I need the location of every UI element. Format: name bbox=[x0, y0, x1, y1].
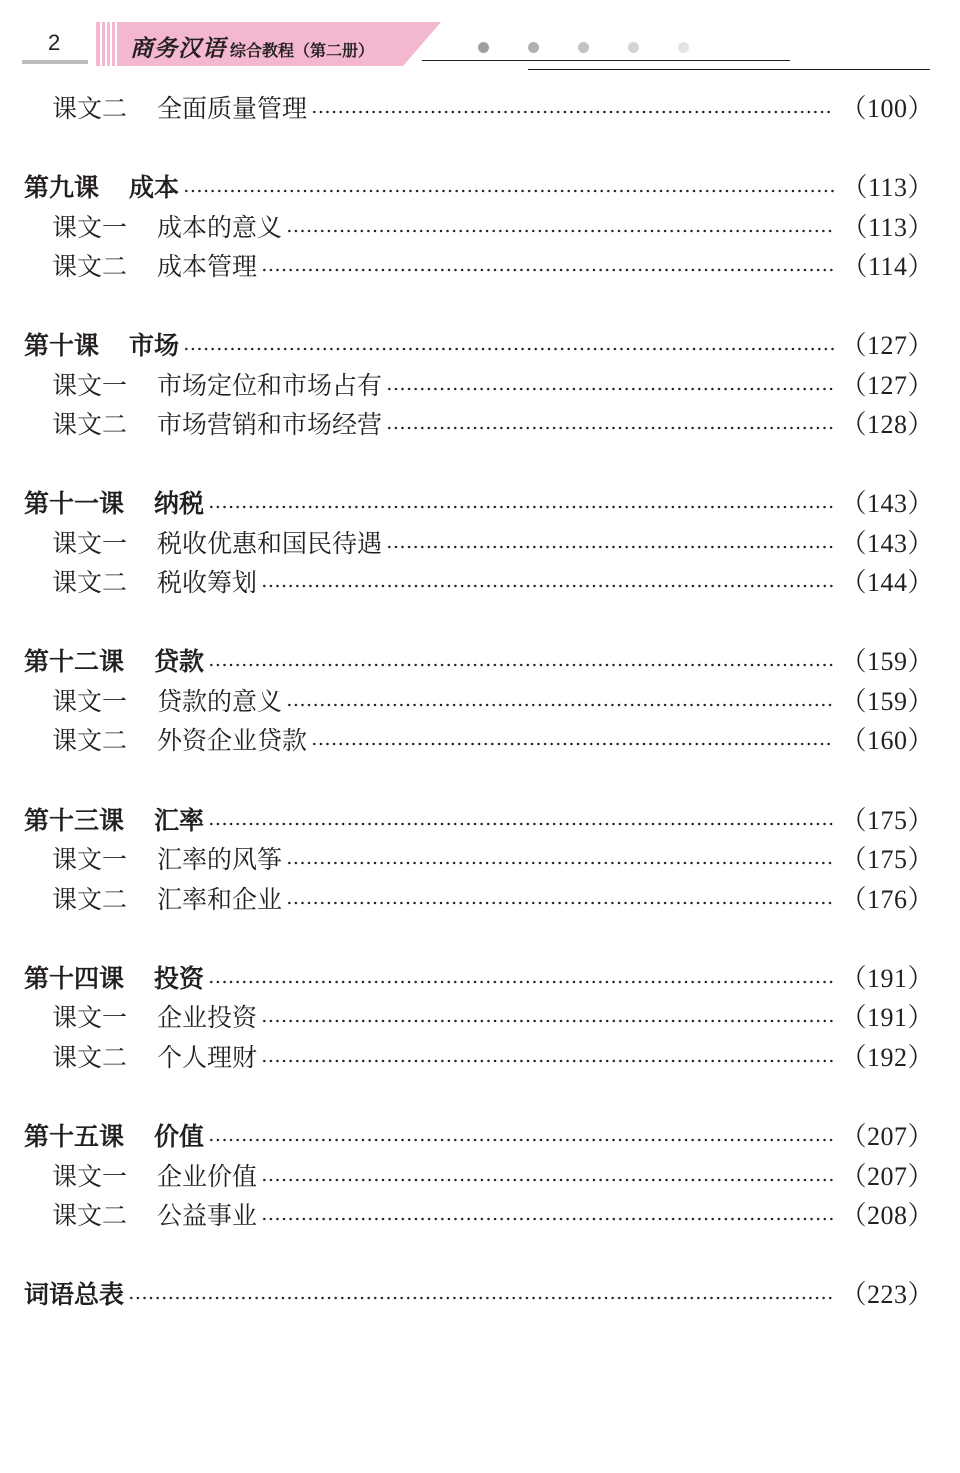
toc-text-entry bbox=[24, 370, 934, 402]
toc-entry-number: 课文一 bbox=[52, 529, 128, 558]
toc-text-entry bbox=[24, 1161, 934, 1193]
toc-text-entry bbox=[24, 686, 934, 718]
dot-leader bbox=[286, 901, 834, 905]
page-number: 2 bbox=[48, 30, 61, 55]
toc-entry-page: （175） bbox=[840, 806, 934, 835]
toc-entry-title: 企业价值 bbox=[157, 1162, 258, 1191]
toc-entry-page: （127） bbox=[840, 371, 934, 400]
toc-entry-page: （143） bbox=[840, 529, 934, 558]
toc-entry-page: （159） bbox=[840, 647, 934, 676]
toc-lesson-entry bbox=[24, 488, 934, 520]
toc-entry-title: 成本管理 bbox=[157, 252, 258, 281]
toc-entry-title: 个人理财 bbox=[157, 1043, 258, 1072]
toc-entry-number: 第十二课 bbox=[24, 647, 125, 676]
toc-entry-title: 贷款 bbox=[154, 647, 205, 676]
dot-leader bbox=[261, 584, 834, 588]
toc-entry-page: （191） bbox=[840, 1003, 934, 1032]
toc-entry-page: （128） bbox=[840, 410, 934, 439]
toc-entry-title: 汇率 bbox=[154, 806, 205, 835]
toc-entry-number: 课文二 bbox=[52, 1043, 128, 1072]
toc-entry-title: 成本 bbox=[129, 173, 180, 202]
toc-entry-number: 课文一 bbox=[52, 687, 128, 716]
toc-entry-page: （191） bbox=[840, 964, 934, 993]
toc-entry-page: （144） bbox=[840, 568, 934, 597]
toc-lesson-entry bbox=[24, 963, 934, 995]
toc-entry-number: 课文二 bbox=[52, 410, 128, 439]
toc-entry-title: 公益事业 bbox=[157, 1201, 258, 1230]
page-number-rule bbox=[22, 60, 88, 64]
toc-entry-page: （127） bbox=[840, 331, 934, 360]
toc-entry-page: （208） bbox=[840, 1201, 934, 1230]
dot-leader bbox=[261, 1059, 834, 1063]
toc-entry-page: （143） bbox=[840, 489, 934, 518]
toc-entry-page: （192） bbox=[840, 1043, 934, 1072]
toc-entry-title: 税收筹划 bbox=[157, 568, 258, 597]
dot-icon bbox=[478, 42, 489, 53]
toc-text-entry bbox=[24, 725, 934, 757]
dot-leader bbox=[286, 229, 835, 233]
header-rule-upper bbox=[422, 60, 790, 61]
dot-leader bbox=[286, 703, 834, 707]
dot-leader bbox=[183, 189, 835, 193]
toc-entry-number: 课文二 bbox=[52, 726, 128, 755]
dot-leader bbox=[286, 861, 834, 865]
toc-entry-number: 课文二 bbox=[52, 1201, 128, 1230]
toc-entry-page: （114） bbox=[841, 252, 934, 281]
toc-text-entry bbox=[24, 567, 934, 599]
toc-entry-title: 汇率和企业 bbox=[157, 885, 283, 914]
dot-icon bbox=[628, 42, 639, 53]
toc-entry-page: （160） bbox=[840, 726, 934, 755]
dot-leader bbox=[386, 545, 834, 549]
dot-leader bbox=[261, 268, 835, 272]
toc-entry-number: 第十五课 bbox=[24, 1122, 125, 1151]
toc-text-entry bbox=[24, 528, 934, 560]
toc-entry-number: 第九课 bbox=[24, 173, 100, 202]
book-title bbox=[130, 30, 374, 63]
toc-entry-number: 第十四课 bbox=[24, 964, 125, 993]
toc-entry-page: （207） bbox=[840, 1162, 934, 1191]
toc-entry-number: 课文一 bbox=[52, 213, 128, 242]
toc-text-entry bbox=[24, 1042, 934, 1074]
toc-text-entry bbox=[24, 251, 934, 283]
toc-entry-number: 第十课 bbox=[24, 331, 100, 360]
toc-entry-number: 第十三课 bbox=[24, 806, 125, 835]
toc-entry-number: 课文二 bbox=[52, 252, 128, 281]
toc-entry-page: （175） bbox=[840, 845, 934, 874]
dot-leader bbox=[208, 663, 834, 667]
toc-entry-number: 课文一 bbox=[52, 845, 128, 874]
toc-lesson-entry bbox=[24, 805, 934, 837]
dot-icon bbox=[528, 42, 539, 53]
toc-entry-title: 成本的意义 bbox=[157, 213, 283, 242]
dot-leader bbox=[183, 347, 834, 351]
toc-entry-page: （223） bbox=[840, 1280, 934, 1309]
dot-icon bbox=[578, 42, 589, 53]
dot-leader bbox=[386, 426, 834, 430]
header-rule-lower bbox=[528, 69, 930, 70]
toc-entry-number: 课文一 bbox=[52, 1162, 128, 1191]
toc-entry-page: （176） bbox=[840, 885, 934, 914]
toc-text-entry bbox=[24, 884, 934, 916]
toc-entry-number: 第十一课 bbox=[24, 489, 125, 518]
toc-lesson-entry bbox=[24, 1121, 934, 1153]
toc-text-entry bbox=[24, 212, 934, 244]
dot-leader bbox=[208, 822, 834, 826]
toc-entry-title: 词语总表 bbox=[24, 1280, 125, 1309]
dot-leader bbox=[261, 1217, 834, 1221]
toc-lesson-entry bbox=[24, 172, 934, 204]
toc-entry-page: （113） bbox=[841, 213, 934, 242]
toc-entry-title: 价值 bbox=[154, 1122, 205, 1151]
toc-entry-number: 课文二 bbox=[52, 568, 128, 597]
dot-leader bbox=[261, 1019, 834, 1023]
toc-entry-page: （159） bbox=[840, 687, 934, 716]
dot-leader bbox=[208, 1138, 834, 1142]
toc-entry-title: 企业投资 bbox=[157, 1003, 258, 1032]
toc-entry-number: 课文二 bbox=[52, 885, 128, 914]
dot-leader bbox=[261, 1178, 834, 1182]
toc-text-entry bbox=[24, 93, 934, 125]
toc-lesson-entry bbox=[24, 646, 934, 678]
dot-leader bbox=[311, 110, 834, 114]
toc-entry-number: 课文一 bbox=[52, 1003, 128, 1032]
toc-text-entry bbox=[24, 844, 934, 876]
toc-lesson-entry bbox=[24, 330, 934, 362]
toc-entry-title: 市场营销和市场经营 bbox=[157, 410, 383, 439]
toc-lesson-entry bbox=[24, 1279, 934, 1311]
toc-entry-title: 税收优惠和国民待遇 bbox=[157, 529, 383, 558]
book-title-sub: 综合教程（第二册） bbox=[230, 41, 375, 60]
dot-leader bbox=[386, 387, 834, 391]
toc-entry-title: 汇率的风筝 bbox=[157, 845, 283, 874]
toc-entry-title: 投资 bbox=[154, 964, 205, 993]
toc-entry-title: 市场 bbox=[129, 331, 180, 360]
toc-text-entry bbox=[24, 409, 934, 441]
dot-leader bbox=[208, 505, 834, 509]
toc-entry-title: 外资企业贷款 bbox=[157, 726, 308, 755]
toc-entry-page: （207） bbox=[840, 1122, 934, 1151]
toc-entry-title: 纳税 bbox=[154, 489, 205, 518]
decorative-dots bbox=[478, 42, 698, 54]
toc-text-entry bbox=[24, 1200, 934, 1232]
dot-leader bbox=[208, 980, 834, 984]
dot-leader bbox=[311, 742, 834, 746]
toc-entry-number: 课文二 bbox=[52, 94, 128, 123]
dot-icon bbox=[678, 42, 689, 53]
dot-leader bbox=[128, 1296, 834, 1300]
toc-text-entry bbox=[24, 1002, 934, 1034]
toc-entry-number: 课文一 bbox=[52, 371, 128, 400]
toc-entry-page: （113） bbox=[841, 173, 934, 202]
toc-entry-title: 全面质量管理 bbox=[157, 94, 308, 123]
toc-entry-page: （100） bbox=[840, 94, 934, 123]
book-title-main: 商务汉语 bbox=[130, 35, 226, 62]
toc-entry-title: 贷款的意义 bbox=[157, 687, 283, 716]
toc-entry-title: 市场定位和市场占有 bbox=[157, 371, 383, 400]
